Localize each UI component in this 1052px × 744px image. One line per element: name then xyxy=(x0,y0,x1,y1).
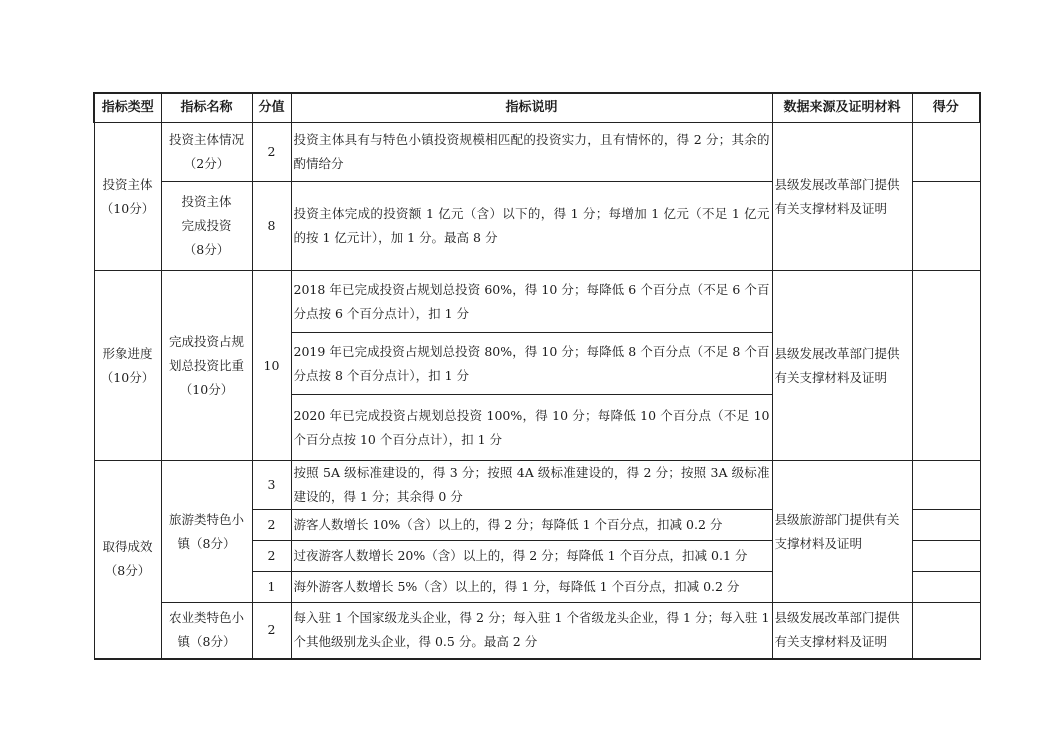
indicator-desc: 游客人数增长 10%（含）以上的，得 2 分；每降低 1 个百分点，扣减 0.2 分 xyxy=(291,510,772,541)
category-points: （10分） xyxy=(100,369,155,385)
category-label: 形象进度 xyxy=(102,345,153,361)
score-cell[interactable] xyxy=(912,182,980,271)
category-label: 取得成效 xyxy=(102,539,153,555)
indicator-desc: 每入驻 1 个国家级龙头企业，得 2 分；每入驻 1 个省级龙头企业，得 1 分；每入驻 1 个其他级别龙头企业，得 0.5 分。最高 2 分 xyxy=(291,603,772,659)
indicator-desc: 过夜游客人数增长 20%（含）以上的，得 2 分；每降低 1 个百分点，扣减 0.1 分 xyxy=(291,541,772,572)
indicator-name-points: （10分） xyxy=(179,381,234,397)
indicator-desc: 投资主体完成的投资额 1 亿元（含）以下的，得 1 分；每增加 1 亿元（不足 1 亿元的按 1 亿元计），加 1 分。最高 8 分 xyxy=(291,182,772,271)
category-label: 投资主体 xyxy=(102,176,153,192)
table-row xyxy=(94,271,980,333)
indicator-name-tourism: 旅游类特色小镇（8分） xyxy=(161,461,252,603)
indicator-value: 2 xyxy=(252,541,291,572)
score-cell[interactable] xyxy=(912,541,980,572)
indicator-desc: 按照 5A 级标准建设的，得 3 分；按照 4A 级标准建设的，得 2 分；按照 3A 级标准建设的，得 1 分；其余得 0 分 xyxy=(291,461,772,510)
indicator-name xyxy=(161,182,252,271)
indicator-name-line: 投资主体情况 xyxy=(168,132,244,147)
score-cell[interactable] xyxy=(912,461,980,510)
category-investor xyxy=(94,123,161,271)
score-cell[interactable] xyxy=(912,510,980,541)
indicator-value: 8 xyxy=(252,182,291,271)
indicator-name xyxy=(161,123,252,182)
indicator-name-line: 完成投资 xyxy=(181,218,232,233)
score-cell[interactable] xyxy=(912,603,980,659)
header-desc: 指标说明 xyxy=(291,93,772,123)
indicator-desc: 海外游客人数增长 5%（含）以上的，得 1 分，每降低 1 个百分点，扣减 0.2 分 xyxy=(291,572,772,603)
data-source: 县级发展改革部门提供有关支撑材料及证明 xyxy=(772,271,912,461)
indicator-value: 2 xyxy=(252,123,291,182)
score-cell[interactable] xyxy=(912,271,980,461)
category-progress xyxy=(94,271,161,461)
indicator-desc: 2019 年已完成投资占规划总投资 80%，得 10 分；每降低 8 个百分点（不足 8 个百分点按 8 个百分点计），扣 1 分 xyxy=(291,333,772,395)
header-name: 指标名称 xyxy=(161,93,252,123)
indicator-value: 3 xyxy=(252,461,291,510)
indicator-value: 1 xyxy=(252,572,291,603)
indicator-name-points: （2分） xyxy=(183,156,230,171)
category-points: （10分） xyxy=(100,200,155,216)
indicator-value: 2 xyxy=(252,510,291,541)
data-source: 县级发展改革部门提供有关支撑材料及证明 xyxy=(772,123,912,271)
indicator-desc: 2018 年已完成投资占规划总投资 60%，得 10 分；每降低 6 个百分点（不足 6 个百分点按 6 个百分点计），扣 1 分 xyxy=(291,271,772,333)
score-cell[interactable] xyxy=(912,572,980,603)
indicator-name-points: （8分） xyxy=(183,242,230,257)
score-cell[interactable] xyxy=(912,123,980,182)
table-row xyxy=(94,603,980,659)
scoring-table xyxy=(93,92,981,660)
indicator-value: 2 xyxy=(252,603,291,659)
header-score: 得分 xyxy=(912,93,980,123)
indicator-value: 10 xyxy=(252,271,291,461)
header-source: 数据来源及证明材料 xyxy=(772,93,912,123)
indicator-name xyxy=(161,271,252,461)
header-value: 分值 xyxy=(252,93,291,123)
category-points: （8分） xyxy=(104,563,151,579)
indicator-desc: 2020 年已完成投资占规划总投资 100%，得 10 分；每降低 10 个百分点（不足 10 个百分点按 10 个百分点计），扣 1 分 xyxy=(291,395,772,461)
indicator-name-line: 完成投资占规划总投资比重 xyxy=(168,333,244,373)
indicator-name-line: 投资主体 xyxy=(181,194,232,209)
table-row xyxy=(94,461,980,510)
indicator-desc: 投资主体具有与特色小镇投资规模相匹配的投资实力，且有情怀的，得 2 分；其余的酌情给分 xyxy=(291,123,772,182)
header-type: 指标类型 xyxy=(94,93,161,123)
category-results xyxy=(94,461,161,659)
indicator-name-agri: 农业类特色小镇（8分） xyxy=(161,603,252,659)
data-source: 县级发展改革部门提供有关支撑材料及证明 xyxy=(772,603,912,659)
table-row xyxy=(94,123,980,182)
header-row xyxy=(94,93,980,123)
data-source: 县级旅游部门提供有关支撑材料及证明 xyxy=(772,461,912,603)
